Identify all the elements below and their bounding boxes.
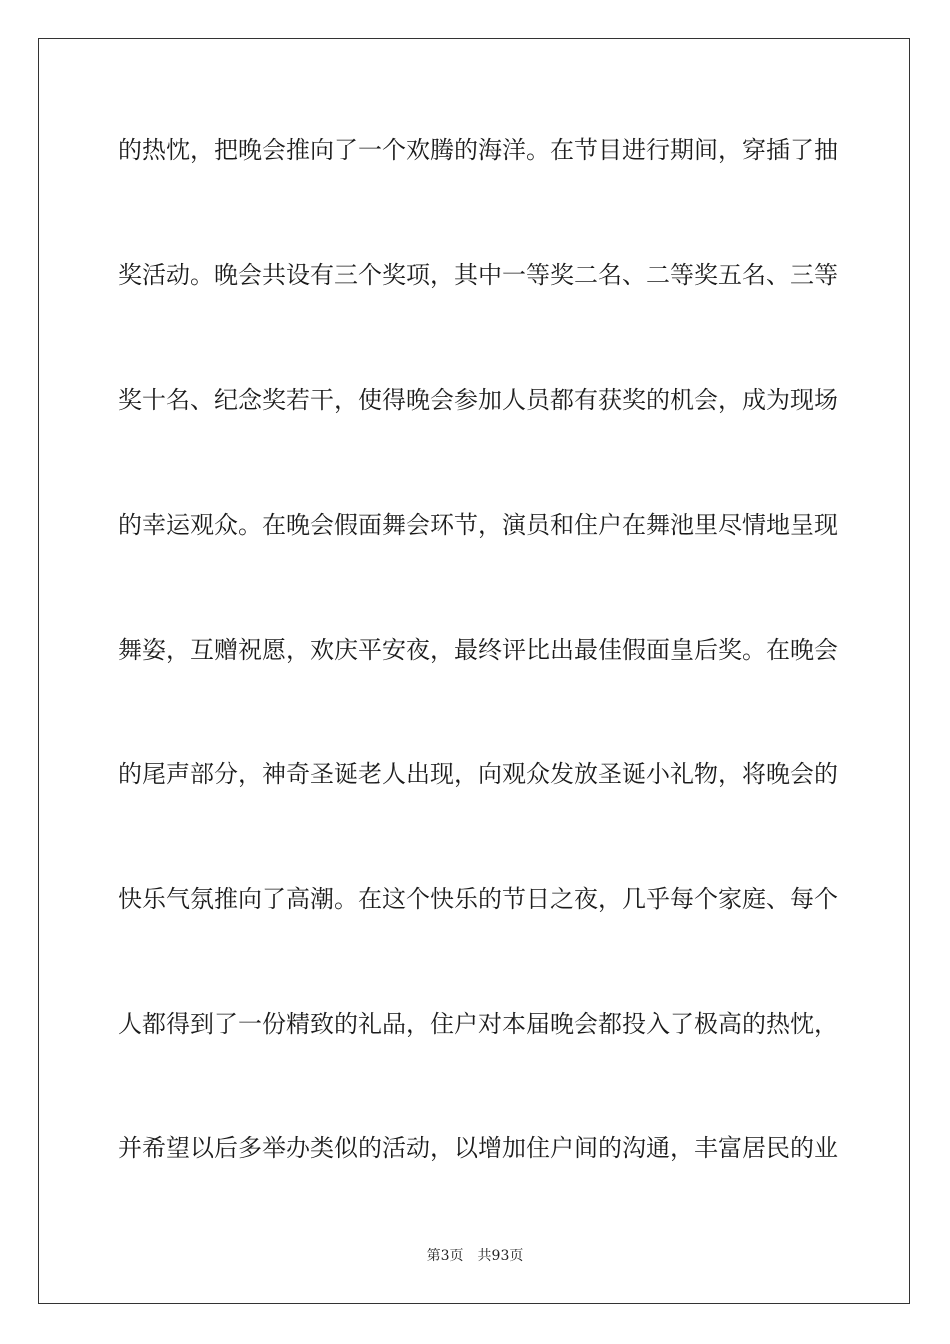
body-text-line: 的尾声部分，神奇圣诞老人出现，向观众发放圣诞小礼物，将晚会的 — [118, 760, 838, 788]
body-text-line: 舞姿，互赠祝愿，欢庆平安夜，最终评比出最佳假面皇后奖。在晚会 — [118, 636, 838, 664]
body-text-line: 奖十名、纪念奖若干，使得晚会参加人员都有获奖的机会，成为现场 — [118, 386, 838, 414]
page-number-current: 第3页 — [426, 1248, 464, 1264]
page-number-total: 共93页 — [477, 1248, 524, 1264]
body-text-line: 奖活动。晚会共设有三个奖项，其中一等奖二名、二等奖五名、三等 — [118, 261, 838, 289]
page-footer — [0, 1247, 950, 1265]
body-text-line: 人都得到了一份精致的礼品，住户对本届晚会都投入了极高的热忱， — [118, 1010, 838, 1038]
page-border — [38, 38, 910, 1304]
body-text-line: 的热忱，把晚会推向了一个欢腾的海洋。在节目进行期间，穿插了抽 — [118, 136, 838, 164]
body-text-line: 的幸运观众。在晚会假面舞会环节，演员和住户在舞池里尽情地呈现 — [118, 511, 838, 539]
body-text-line: 并希望以后多举办类似的活动，以增加住户间的沟通，丰富居民的业 — [118, 1134, 838, 1162]
body-text-line: 快乐气氛推向了高潮。在这个快乐的节日之夜，几乎每个家庭、每个 — [118, 885, 838, 913]
